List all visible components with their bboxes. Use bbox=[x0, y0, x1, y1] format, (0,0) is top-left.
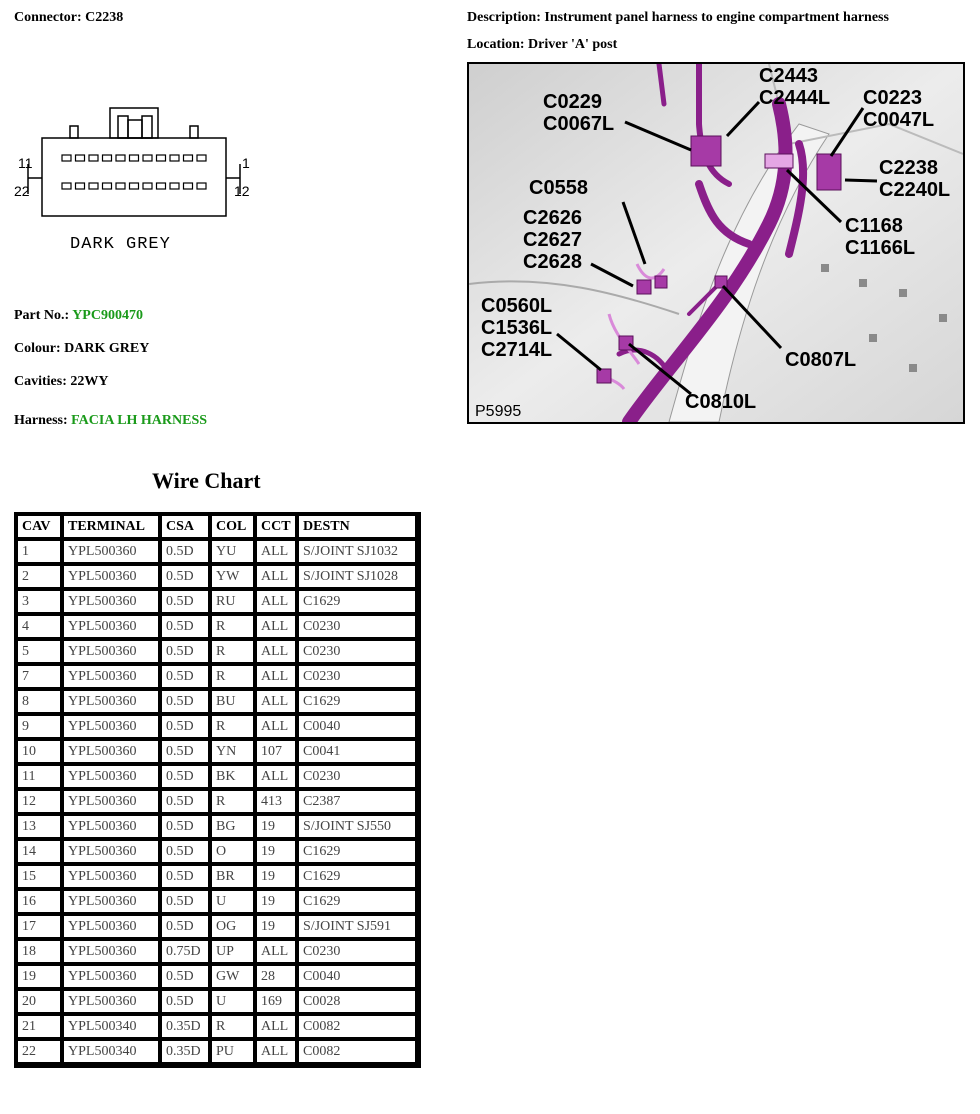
cell-destn: C0230 bbox=[298, 640, 418, 665]
cell-cav: 18 bbox=[17, 940, 63, 965]
cell-cav: 8 bbox=[17, 690, 63, 715]
table-row bbox=[17, 815, 418, 840]
table-row bbox=[17, 765, 418, 790]
cell-cav: 5 bbox=[17, 640, 63, 665]
cell-terminal: YPL500360 bbox=[63, 890, 161, 915]
cavity-slot bbox=[143, 183, 152, 189]
table-row bbox=[17, 665, 418, 690]
cell-col: YU bbox=[211, 540, 256, 565]
cell-cct: ALL bbox=[256, 1040, 298, 1065]
cell-csa: 0.5D bbox=[161, 865, 211, 890]
figure-id: P5995 bbox=[475, 403, 522, 420]
cell-csa: 0.5D bbox=[161, 890, 211, 915]
cavity-slot bbox=[157, 155, 166, 161]
cell-destn: C2387 bbox=[298, 790, 418, 815]
cell-cav: 20 bbox=[17, 990, 63, 1015]
cell-cct: 19 bbox=[256, 840, 298, 865]
table-row bbox=[17, 740, 418, 765]
cell-cct: ALL bbox=[256, 665, 298, 690]
cell-csa: 0.75D bbox=[161, 940, 211, 965]
cell-cav: 19 bbox=[17, 965, 63, 990]
cell-terminal: YPL500360 bbox=[63, 765, 161, 790]
cell-cav: 7 bbox=[17, 665, 63, 690]
cell-col: R bbox=[211, 790, 256, 815]
table-row bbox=[17, 690, 418, 715]
cavity-slot bbox=[130, 183, 139, 189]
cell-destn: C0040 bbox=[298, 715, 418, 740]
cell-terminal: YPL500360 bbox=[63, 740, 161, 765]
table-row bbox=[17, 940, 418, 965]
cell-col: YW bbox=[211, 565, 256, 590]
cell-col: PU bbox=[211, 1040, 256, 1065]
cavity-slot bbox=[184, 155, 193, 161]
callout-c0810l: C0810L bbox=[685, 391, 757, 413]
callout-c0229: C0229 C0067L bbox=[543, 91, 615, 135]
table-row bbox=[17, 890, 418, 915]
cavity-slot bbox=[62, 183, 71, 189]
header-cav: CAV bbox=[17, 515, 63, 540]
cell-col: R bbox=[211, 1015, 256, 1040]
cell-csa: 0.5D bbox=[161, 565, 211, 590]
table-row bbox=[17, 615, 418, 640]
cell-cav: 11 bbox=[17, 765, 63, 790]
cell-terminal: YPL500340 bbox=[63, 1040, 161, 1065]
cell-terminal: YPL500360 bbox=[63, 540, 161, 565]
cell-csa: 0.35D bbox=[161, 1015, 211, 1040]
cavity-slot bbox=[170, 155, 179, 161]
cavity-slot bbox=[76, 183, 85, 189]
cell-col: RU bbox=[211, 590, 256, 615]
cell-csa: 0.5D bbox=[161, 590, 211, 615]
cell-csa: 0.5D bbox=[161, 840, 211, 865]
cavity-slot bbox=[157, 183, 166, 189]
connector-face-diagram bbox=[14, 100, 264, 260]
cell-cct: 28 bbox=[256, 965, 298, 990]
cell-terminal: YPL500340 bbox=[63, 1015, 161, 1040]
cell-cct: 413 bbox=[256, 790, 298, 815]
cell-cct: ALL bbox=[256, 590, 298, 615]
cell-cct: 169 bbox=[256, 990, 298, 1015]
cell-cct: ALL bbox=[256, 640, 298, 665]
cavity-slot bbox=[170, 183, 179, 189]
cell-terminal: YPL500360 bbox=[63, 990, 161, 1015]
callout-c0223: C0223 C0047L bbox=[863, 87, 935, 131]
cell-destn: C1629 bbox=[298, 840, 418, 865]
cell-destn: C1629 bbox=[298, 590, 418, 615]
cell-cct: ALL bbox=[256, 1015, 298, 1040]
cell-cav: 2 bbox=[17, 565, 63, 590]
cavity-slot bbox=[103, 155, 112, 161]
cell-col: O bbox=[211, 840, 256, 865]
cell-destn: C0230 bbox=[298, 615, 418, 640]
cell-col: R bbox=[211, 715, 256, 740]
table-header-row bbox=[17, 515, 418, 540]
table-row bbox=[17, 540, 418, 565]
table-row bbox=[17, 1015, 418, 1040]
cell-cav: 12 bbox=[17, 790, 63, 815]
callout-c2238: C2238 C2240L bbox=[879, 157, 951, 201]
table-row bbox=[17, 990, 418, 1015]
cell-terminal: YPL500360 bbox=[63, 915, 161, 940]
location-illustration bbox=[467, 62, 965, 424]
wire-chart-table bbox=[14, 512, 421, 1068]
location-text: Location: Driver 'A' post bbox=[467, 37, 618, 52]
pin-label-22: 22 bbox=[14, 183, 30, 199]
cell-cct: ALL bbox=[256, 565, 298, 590]
cavity-slot bbox=[197, 155, 206, 161]
cell-terminal: YPL500360 bbox=[63, 815, 161, 840]
table-row bbox=[17, 840, 418, 865]
cell-terminal: YPL500360 bbox=[63, 590, 161, 615]
cell-cav: 13 bbox=[17, 815, 63, 840]
cell-cav: 10 bbox=[17, 740, 63, 765]
cell-csa: 0.5D bbox=[161, 640, 211, 665]
cell-cct: ALL bbox=[256, 540, 298, 565]
cell-csa: 0.5D bbox=[161, 965, 211, 990]
cell-csa: 0.5D bbox=[161, 665, 211, 690]
cell-cct: 107 bbox=[256, 740, 298, 765]
cavity-slot bbox=[116, 155, 125, 161]
header-terminal: TERMINAL bbox=[63, 515, 161, 540]
cell-col: R bbox=[211, 615, 256, 640]
cell-cct: ALL bbox=[256, 715, 298, 740]
cell-csa: 0.35D bbox=[161, 1040, 211, 1065]
header-cct: CCT bbox=[256, 515, 298, 540]
cell-terminal: YPL500360 bbox=[63, 665, 161, 690]
header-destn: DESTN bbox=[298, 515, 418, 540]
cavity-slot bbox=[89, 183, 98, 189]
callout-c2443: C2443 C2444L bbox=[759, 65, 831, 109]
cell-destn: C1629 bbox=[298, 690, 418, 715]
cell-cct: 19 bbox=[256, 865, 298, 890]
table-row bbox=[17, 565, 418, 590]
cell-cav: 21 bbox=[17, 1015, 63, 1040]
callout-c0560l: C0560L C1536L C2714L bbox=[481, 295, 553, 361]
cell-col: R bbox=[211, 640, 256, 665]
cavity-slot bbox=[76, 155, 85, 161]
cell-col: BG bbox=[211, 815, 256, 840]
connector-title: Connector: C2238 bbox=[14, 10, 124, 25]
cell-destn: C0028 bbox=[298, 990, 418, 1015]
cell-csa: 0.5D bbox=[161, 815, 211, 840]
cell-col: U bbox=[211, 990, 256, 1015]
description-text: Description: Instrument panel harness to engine compartment harness bbox=[467, 10, 889, 25]
cell-cct: ALL bbox=[256, 690, 298, 715]
cell-destn: S/JOINT SJ550 bbox=[298, 815, 418, 840]
cell-csa: 0.5D bbox=[161, 715, 211, 740]
cell-destn: C0040 bbox=[298, 965, 418, 990]
cell-cav: 22 bbox=[17, 1040, 63, 1065]
cavities-line: Cavities: 22WY bbox=[14, 374, 109, 389]
cell-terminal: YPL500360 bbox=[63, 840, 161, 865]
cell-csa: 0.5D bbox=[161, 540, 211, 565]
header-csa: CSA bbox=[161, 515, 211, 540]
cell-terminal: YPL500360 bbox=[63, 715, 161, 740]
cavity-slot bbox=[197, 183, 206, 189]
cell-csa: 0.5D bbox=[161, 765, 211, 790]
harness-value: FACIA LH HARNESS bbox=[71, 413, 208, 428]
colour-value: DARK GREY bbox=[64, 341, 150, 356]
cell-destn: C1629 bbox=[298, 865, 418, 890]
cell-col: OG bbox=[211, 915, 256, 940]
callout-c2626: C2626 C2627 C2628 bbox=[523, 207, 582, 273]
cell-terminal: YPL500360 bbox=[63, 965, 161, 990]
cell-terminal: YPL500360 bbox=[63, 790, 161, 815]
cell-cct: ALL bbox=[256, 615, 298, 640]
cell-destn: S/JOINT SJ1032 bbox=[298, 540, 418, 565]
cavity-slot bbox=[184, 183, 193, 189]
cell-destn: S/JOINT SJ591 bbox=[298, 915, 418, 940]
cell-cav: 14 bbox=[17, 840, 63, 865]
cell-col: BU bbox=[211, 690, 256, 715]
cell-col: R bbox=[211, 665, 256, 690]
cell-col: UP bbox=[211, 940, 256, 965]
cell-csa: 0.5D bbox=[161, 690, 211, 715]
colour-line: Colour: DARK GREY bbox=[14, 341, 150, 356]
table-row bbox=[17, 715, 418, 740]
part-no-value: YPC900470 bbox=[72, 308, 143, 323]
header-col: COL bbox=[211, 515, 256, 540]
cell-cct: ALL bbox=[256, 765, 298, 790]
cell-cav: 16 bbox=[17, 890, 63, 915]
cell-col: BR bbox=[211, 865, 256, 890]
callout-c0558: C0558 bbox=[529, 177, 588, 199]
cell-terminal: YPL500360 bbox=[63, 640, 161, 665]
colour-caption: DARK GREY bbox=[70, 235, 171, 254]
cell-cav: 17 bbox=[17, 915, 63, 940]
cell-destn: C0230 bbox=[298, 940, 418, 965]
cell-terminal: YPL500360 bbox=[63, 690, 161, 715]
cell-destn: C0230 bbox=[298, 765, 418, 790]
cell-terminal: YPL500360 bbox=[63, 565, 161, 590]
cell-cav: 3 bbox=[17, 590, 63, 615]
cell-csa: 0.5D bbox=[161, 790, 211, 815]
harness-line: Harness: FACIA LH HARNESS bbox=[14, 413, 208, 428]
cell-destn: C0082 bbox=[298, 1040, 418, 1065]
cell-destn: S/JOINT SJ1028 bbox=[298, 565, 418, 590]
pin-label-11: 11 bbox=[18, 155, 33, 171]
cell-destn: C1629 bbox=[298, 890, 418, 915]
cell-cct: 19 bbox=[256, 890, 298, 915]
table-row bbox=[17, 1040, 418, 1065]
cavity-slot bbox=[103, 183, 112, 189]
cell-csa: 0.5D bbox=[161, 990, 211, 1015]
cell-cav: 1 bbox=[17, 540, 63, 565]
table-row bbox=[17, 590, 418, 615]
cell-destn: C0230 bbox=[298, 665, 418, 690]
cell-csa: 0.5D bbox=[161, 740, 211, 765]
cell-terminal: YPL500360 bbox=[63, 940, 161, 965]
cell-terminal: YPL500360 bbox=[63, 615, 161, 640]
cell-cct: 19 bbox=[256, 915, 298, 940]
cell-col: GW bbox=[211, 965, 256, 990]
cell-col: YN bbox=[211, 740, 256, 765]
cell-destn: C0082 bbox=[298, 1015, 418, 1040]
cavity-slot bbox=[116, 183, 125, 189]
table-row bbox=[17, 865, 418, 890]
cell-col: BK bbox=[211, 765, 256, 790]
cell-destn: C0041 bbox=[298, 740, 418, 765]
cell-cav: 15 bbox=[17, 865, 63, 890]
cavities-value: 22WY bbox=[70, 374, 109, 389]
cavity-slot bbox=[143, 155, 152, 161]
callout-c0807l: C0807L bbox=[785, 349, 857, 371]
pin-label-12: 12 bbox=[234, 183, 250, 199]
table-row bbox=[17, 915, 418, 940]
part-no-line: Part No.: YPC900470 bbox=[14, 308, 143, 323]
table-row bbox=[17, 965, 418, 990]
cell-cav: 4 bbox=[17, 615, 63, 640]
cavity-slot bbox=[62, 155, 71, 161]
cell-csa: 0.5D bbox=[161, 915, 211, 940]
cell-col: U bbox=[211, 890, 256, 915]
table-row bbox=[17, 640, 418, 665]
callout-c1168: C1168 C1166L bbox=[845, 215, 916, 259]
cell-terminal: YPL500360 bbox=[63, 865, 161, 890]
cell-cct: ALL bbox=[256, 940, 298, 965]
cavity-slot bbox=[89, 155, 98, 161]
cell-csa: 0.5D bbox=[161, 615, 211, 640]
table-row bbox=[17, 790, 418, 815]
wire-chart-title: Wire Chart bbox=[152, 468, 261, 493]
cavity-slot bbox=[130, 155, 139, 161]
pin-label-1: 1 bbox=[242, 155, 250, 171]
cell-cct: 19 bbox=[256, 815, 298, 840]
cell-cav: 9 bbox=[17, 715, 63, 740]
